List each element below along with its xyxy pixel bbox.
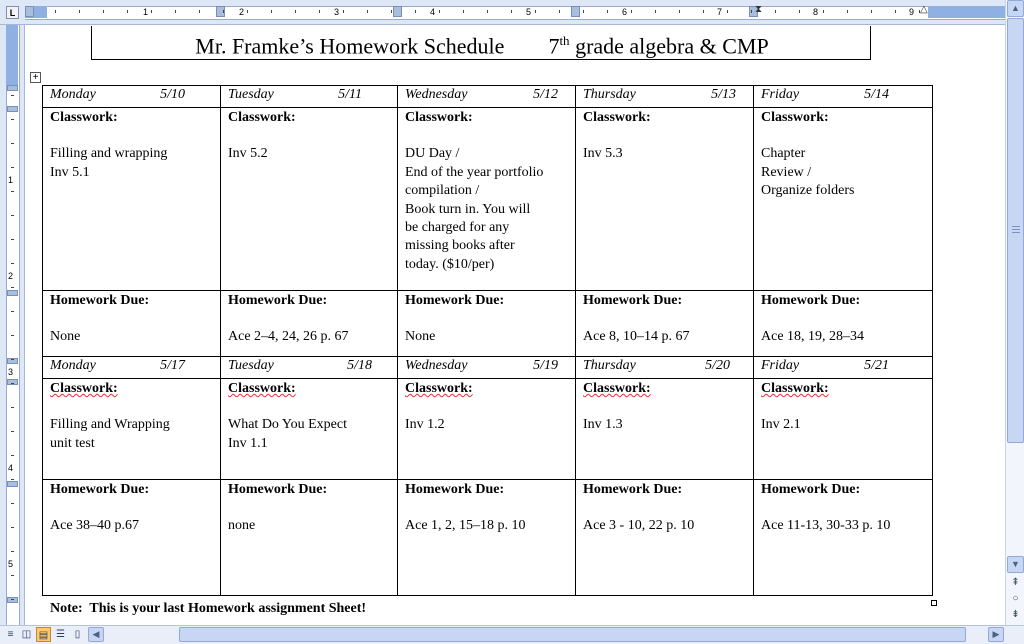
classwork-text: missing books after (405, 238, 515, 254)
outline-view-icon[interactable]: ☰ (56, 629, 65, 640)
ruler-tick (11, 431, 14, 432)
classwork-label: Classwork: (228, 110, 296, 125)
ruler-tick (847, 10, 848, 13)
ruler-tick (11, 335, 14, 336)
print-layout-view-icon[interactable]: ▤ (36, 627, 51, 642)
homework-label: Homework Due: (405, 293, 505, 308)
ruler-number: 9 (909, 7, 915, 17)
ruler-tick (895, 10, 896, 13)
day-cell[interactable] (398, 357, 576, 379)
day-date: 5/13 (711, 87, 736, 102)
classwork-text: Filling and wrapping (50, 146, 168, 162)
day-name: Monday (50, 358, 96, 373)
table-row-marker[interactable] (7, 597, 18, 603)
classwork-label: Classwork: (228, 381, 296, 396)
ruler-tick (151, 10, 152, 13)
title-grade-suffix: th (559, 33, 570, 48)
classwork-label: Classwork: (405, 110, 473, 125)
header-box (91, 26, 871, 60)
ruler-tick (223, 10, 224, 13)
classwork-row (43, 108, 933, 291)
document-page[interactable] (25, 25, 1005, 625)
ruler-number: 6 (622, 7, 628, 17)
page-title (92, 33, 872, 59)
homework-text: Ace 8, 10–14 p. 67 (583, 329, 690, 345)
ruler-tick (55, 10, 56, 13)
ruler-tick (11, 215, 14, 216)
left-arrow-icon[interactable]: ◀ (88, 627, 104, 642)
classwork-label: Classwork: (761, 381, 829, 396)
day-date: 5/19 (533, 358, 558, 373)
day-date: 5/21 (864, 358, 889, 373)
double-down-arrow-icon[interactable]: ⇟ (1011, 609, 1020, 620)
table-row-marker[interactable] (7, 106, 18, 112)
ruler-tick (11, 599, 14, 600)
ruler-tick (607, 10, 608, 13)
homework-text: None (405, 329, 436, 345)
homework-cell[interactable] (398, 480, 576, 596)
day-date: 5/10 (160, 87, 185, 102)
homework-label: Homework Due: (583, 482, 683, 497)
table-row-marker[interactable] (7, 290, 18, 296)
ruler-tick (11, 239, 14, 240)
status-bottom-bar (0, 625, 1024, 644)
ruler-tick (11, 503, 14, 504)
ruler-tick (679, 10, 680, 13)
day-cell[interactable] (576, 86, 754, 108)
ruler-tick (247, 10, 248, 13)
right-indent-icon[interactable]: △ (920, 4, 928, 15)
ruler-tick (655, 10, 656, 13)
homework-label: Homework Due: (761, 293, 861, 308)
ruler-tick (463, 10, 464, 13)
classwork-text: Filling and Wrapping (50, 417, 170, 433)
ruler-tick (343, 10, 344, 13)
homework-label: Homework Due: (50, 482, 150, 497)
classwork-text: Book turn in. You will (405, 201, 531, 217)
top-margin-region (6, 25, 18, 85)
grip-line (1012, 229, 1020, 230)
day-cell[interactable] (754, 357, 933, 379)
ruler-tick (11, 143, 14, 144)
ruler-tick (127, 10, 128, 13)
ruler-tick (295, 10, 296, 13)
homework-cell[interactable] (754, 291, 933, 357)
classwork-cell[interactable] (754, 108, 933, 291)
reading-layout-view-icon[interactable]: ▯ (74, 629, 81, 640)
ruler-tick (175, 10, 176, 13)
ruler-tick (559, 10, 560, 13)
ruler-tick (535, 10, 536, 13)
down-arrow-icon[interactable]: ▼ (1007, 556, 1024, 573)
ruler-tick (11, 455, 14, 456)
ruler-tick (799, 10, 800, 13)
day-name: Monday (50, 87, 96, 102)
ruler-tick (487, 10, 488, 13)
day-cell[interactable] (221, 86, 398, 108)
up-arrow-icon[interactable]: ▲ (1007, 0, 1024, 17)
ruler-tick (511, 10, 512, 13)
classwork-cell[interactable] (43, 379, 221, 480)
table-resize-handle[interactable] (931, 600, 937, 606)
ruler-number: 1 (8, 175, 14, 185)
normal-view-icon[interactable]: ≡ (7, 629, 14, 640)
table-column-marker[interactable] (571, 6, 580, 17)
classwork-text: Inv 1.2 (405, 417, 445, 433)
classwork-cell[interactable] (398, 108, 576, 291)
ruler-tick (11, 407, 14, 408)
day-cell[interactable] (754, 86, 933, 108)
table-column-marker[interactable] (393, 6, 402, 17)
table-row-marker[interactable] (7, 379, 18, 385)
classwork-label: Classwork: (583, 381, 651, 396)
day-cell[interactable] (43, 357, 221, 379)
vertical-ruler-strip (6, 25, 20, 625)
table-column-marker[interactable] (25, 6, 34, 17)
ruler-tick (11, 383, 14, 384)
ruler-tick (11, 263, 14, 264)
classwork-cell[interactable] (398, 379, 576, 480)
homework-text: None (50, 329, 81, 345)
ruler-tick (823, 10, 824, 13)
day-name: Thursday (583, 87, 636, 102)
classwork-text: Review / (761, 164, 812, 180)
day-date: 5/18 (347, 358, 372, 373)
ruler-number: 2 (239, 7, 245, 17)
day-name: Wednesday (405, 358, 468, 373)
ruler-number: 2 (8, 271, 14, 281)
classwork-cell[interactable] (576, 108, 754, 291)
ruler-number: 4 (8, 463, 14, 473)
horizontal-ruler[interactable] (0, 0, 1005, 25)
ruler-tick (11, 119, 14, 120)
table-row-marker[interactable] (7, 85, 18, 91)
homework-text: Ace 2–4, 24, 26 p. 67 (228, 329, 349, 345)
classwork-cell[interactable] (221, 379, 398, 480)
classwork-text: be charged for any (405, 220, 510, 236)
vertical-scroll-thumb[interactable] (1007, 18, 1024, 443)
classwork-cell[interactable] (754, 379, 933, 480)
ruler-tick (11, 551, 14, 552)
classwork-label: Classwork: (50, 381, 118, 396)
homework-cell[interactable] (398, 291, 576, 357)
classwork-text: What Do You Expect (228, 417, 347, 433)
ruler-number: 4 (430, 7, 436, 17)
ruler-tick (79, 10, 80, 13)
ruler-number: 1 (143, 7, 149, 17)
ruler-tick (703, 10, 704, 13)
ruler-tick (11, 575, 14, 576)
ruler-tick (103, 10, 104, 13)
classwork-text: DU Day / (405, 146, 460, 162)
day-header-row (43, 86, 933, 108)
classwork-label: Classwork: (405, 381, 473, 396)
day-date: 5/20 (705, 358, 730, 373)
ruler-number: 5 (8, 559, 14, 569)
day-name: Friday (761, 87, 800, 102)
right-arrow-icon[interactable]: ▶ (988, 627, 1004, 642)
classwork-text: Inv 5.1 (50, 164, 90, 180)
ruler-tick (439, 10, 440, 13)
homework-text: none (228, 518, 256, 534)
day-date: 5/11 (338, 87, 362, 102)
first-line-indent-icon[interactable]: ⧗ (755, 4, 763, 15)
classwork-label: Classwork: (50, 110, 118, 125)
homework-cell[interactable] (43, 480, 221, 596)
ruler-tick (199, 10, 200, 13)
day-header-row (43, 357, 933, 379)
classwork-text: compilation / (405, 183, 480, 199)
ruler-number: 7 (717, 7, 723, 17)
ruler-strip (25, 6, 1005, 20)
homework-label: Homework Due: (228, 293, 328, 308)
classwork-text: Chapter (761, 146, 806, 162)
day-cell[interactable] (398, 86, 576, 108)
homework-label: Homework Due: (583, 293, 683, 308)
homework-text: Ace 11-13, 30-33 p. 10 (761, 518, 891, 534)
ruler-tick (11, 167, 14, 168)
classwork-text: End of the year portfolio (405, 164, 544, 180)
day-cell[interactable] (576, 357, 754, 379)
homework-label: Homework Due: (228, 482, 328, 497)
classwork-label: Classwork: (761, 110, 829, 125)
ruler-tick (583, 10, 584, 13)
grip-line (1012, 232, 1020, 233)
browse-object-icon[interactable]: ○ (1012, 593, 1019, 604)
homework-label: Homework Due: (761, 482, 861, 497)
homework-row (43, 480, 933, 596)
ruler-tick (367, 10, 368, 13)
title-text: Mr. Framke’s Homework Schedule (195, 33, 505, 59)
tab-selector-icon[interactable]: L (6, 6, 19, 19)
classwork-cell[interactable] (576, 379, 754, 480)
day-date: 5/17 (160, 358, 185, 373)
vertical-ruler[interactable] (0, 25, 25, 625)
ruler-tick (11, 359, 14, 360)
homework-text: Ace 3 - 10, 22 p. 10 (583, 518, 695, 534)
ruler-tick (727, 10, 728, 13)
classwork-text: Inv 5.3 (583, 146, 623, 162)
ruler-tick (415, 10, 416, 13)
ruler-tick (271, 10, 272, 13)
classwork-text: Inv 1.3 (583, 417, 623, 433)
ruler-tick (319, 10, 320, 13)
homework-cell[interactable] (43, 291, 221, 357)
homework-cell[interactable] (754, 480, 933, 596)
homework-cell[interactable] (576, 291, 754, 357)
homework-cell[interactable] (576, 480, 754, 596)
ruler-tick (871, 10, 872, 13)
ruler-number: 3 (334, 7, 340, 17)
ruler-tick (11, 527, 14, 528)
ruler-tick (751, 10, 752, 13)
ruler-number: 8 (813, 7, 819, 17)
homework-row (43, 291, 933, 357)
classwork-label: Classwork: (583, 110, 651, 125)
grip-line (1012, 226, 1020, 227)
title-subject: grade algebra & CMP (569, 33, 769, 59)
homework-label: Homework Due: (405, 482, 505, 497)
day-date: 5/12 (533, 87, 558, 102)
day-cell[interactable] (43, 86, 221, 108)
web-layout-view-icon[interactable]: ◫ (21, 629, 32, 640)
day-name: Tuesday (228, 358, 274, 373)
classwork-text: Inv 1.1 (228, 435, 268, 451)
day-name: Thursday (583, 358, 636, 373)
title-grade: 7 (548, 33, 560, 59)
classwork-text: unit test (50, 435, 95, 451)
note-paragraph[interactable] (50, 601, 366, 617)
ruler-tick (11, 95, 14, 96)
classwork-text: Inv 2.1 (761, 417, 801, 433)
ruler-tick (11, 479, 14, 480)
ruler-tick (391, 10, 392, 13)
ruler-tick (11, 311, 14, 312)
day-cell[interactable] (221, 357, 398, 379)
note-text: This is your last Homework assignment Sheet! (89, 601, 367, 616)
classwork-text: Inv 5.2 (228, 146, 268, 162)
homework-cell[interactable] (221, 291, 398, 357)
homework-cell[interactable] (221, 480, 398, 596)
ruler-tick (919, 10, 920, 13)
note-label: Note: (50, 601, 83, 616)
ruler-tick (631, 10, 632, 13)
ruler-number: 5 (526, 7, 532, 17)
table-move-handle-icon[interactable]: + (30, 72, 41, 83)
ruler-tick (775, 10, 776, 13)
day-name: Tuesday (228, 87, 274, 102)
day-name: Friday (761, 358, 800, 373)
ruler-number: 3 (8, 367, 14, 377)
homework-label: Homework Due: (50, 293, 150, 308)
classwork-row (43, 379, 933, 480)
double-up-arrow-icon[interactable]: ⇞ (1011, 577, 1020, 588)
ruler-tick (11, 191, 14, 192)
classwork-cell[interactable] (43, 108, 221, 291)
classwork-text: today. ($10/per) (405, 256, 495, 272)
classwork-text: Organize folders (761, 183, 855, 199)
classwork-cell[interactable] (221, 108, 398, 291)
horizontal-scroll-thumb[interactable] (179, 627, 966, 642)
homework-text: Ace 38–40 p.67 (50, 518, 140, 534)
homework-text: Ace 18, 19, 28–34 (761, 329, 865, 345)
table-row-marker[interactable] (7, 481, 18, 487)
schedule-table (42, 85, 933, 596)
day-name: Wednesday (405, 87, 468, 102)
ruler-tick (11, 287, 14, 288)
day-date: 5/14 (864, 87, 889, 102)
homework-text: Ace 1, 2, 15–18 p. 10 (405, 518, 526, 534)
vertical-scrollbar[interactable] (1005, 0, 1024, 625)
right-margin-region (928, 6, 1005, 18)
